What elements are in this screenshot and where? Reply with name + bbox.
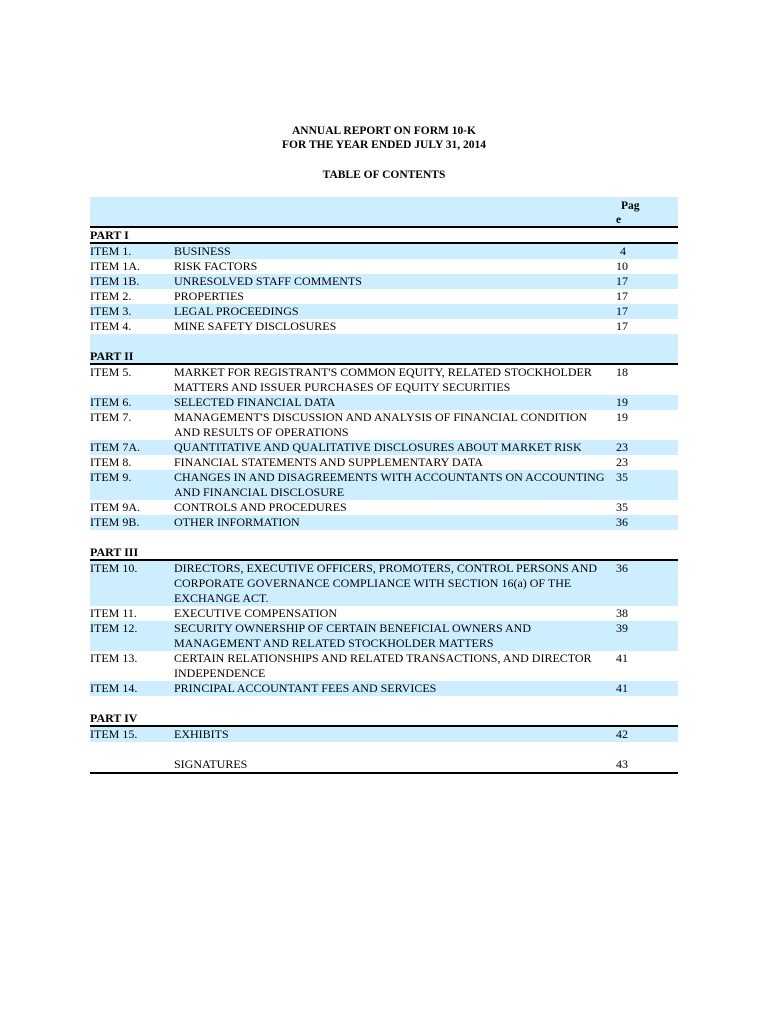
item-title: EXHIBITS <box>174 727 229 741</box>
item-title: QUANTITATIVE AND QUALITATIVE DISCLOSURES ABOUT MARKET RISK <box>174 440 582 454</box>
item-title: MARKET FOR REGISTRANT'S COMMON EQUITY, RELATED STOCKHOLDER MATTERS AND ISSUER PURCHASES OF EQUITY SECURITIES <box>174 365 592 394</box>
spacer-row <box>90 696 678 711</box>
page-column-header: Pag <box>621 200 640 212</box>
part-heading <box>90 349 678 365</box>
report-title: ANNUAL REPORT ON FORM 10-K <box>291 125 477 137</box>
spacer-row <box>90 742 678 757</box>
item-title: BUSINESS <box>174 244 231 258</box>
part-heading <box>90 545 678 561</box>
page-number: 17 <box>616 274 628 288</box>
page-number: 23 <box>616 455 628 469</box>
item-title: CHANGES IN AND DISAGREEMENTS WITH ACCOUNTANTS ON ACCOUNTING AND FINANCIAL DISCLOSURE <box>174 470 605 499</box>
page-number: 42 <box>616 727 628 741</box>
item-number: ITEM 14. <box>90 681 138 695</box>
page-number: 39 <box>616 621 628 635</box>
toc-entry-row <box>90 681 678 696</box>
item-number: ITEM 6. <box>90 395 132 409</box>
toc-entry-row <box>90 365 678 395</box>
toc-entry-row <box>90 410 678 440</box>
toc-entry-row <box>90 395 678 410</box>
item-title: MANAGEMENT'S DISCUSSION AND ANALYSIS OF FINANCIAL CONDITION AND RESULTS OF OPERATIONS <box>174 410 588 439</box>
part-label: PART III <box>90 545 139 559</box>
part-heading <box>90 228 678 244</box>
toc-entry-row <box>90 304 678 319</box>
toc-entry-row <box>90 244 678 259</box>
item-title: UNRESOLVED STAFF COMMENTS <box>174 274 362 288</box>
page-number: 43 <box>616 757 628 771</box>
toc-entry-row <box>90 621 678 651</box>
item-number: ITEM 7. <box>90 410 132 424</box>
toc-entry-row <box>90 440 678 455</box>
item-title: CONTROLS AND PROCEDURES <box>174 500 347 514</box>
item-number: ITEM 2. <box>90 289 132 303</box>
item-title: PRINCIPAL ACCOUNTANT FEES AND SERVICES <box>174 681 437 695</box>
item-title: MINE SAFETY DISCLOSURES <box>174 319 337 333</box>
item-title: PROPERTIES <box>174 289 244 303</box>
page-number: 18 <box>616 365 628 379</box>
item-number: ITEM 15. <box>90 727 138 741</box>
toc-header-row <box>90 197 678 228</box>
toc-entry-row <box>90 500 678 515</box>
item-number: ITEM 1B. <box>90 274 140 288</box>
page-number: 17 <box>616 289 628 303</box>
item-title: CERTAIN RELATIONSHIPS AND RELATED TRANSACTIONS, AND DIRECTOR INDEPENDENCE <box>174 651 592 680</box>
spacer-row <box>90 334 678 349</box>
page-number: 36 <box>616 561 628 575</box>
item-number: ITEM 9. <box>90 470 132 484</box>
toc-entry-row <box>90 289 678 304</box>
item-title: SIGNATURES <box>174 757 248 771</box>
part-label: PART IV <box>90 711 138 725</box>
item-number: ITEM 9B. <box>90 515 140 529</box>
item-title: RISK FACTORS <box>174 259 258 273</box>
toc-entry-row <box>90 319 678 334</box>
toc-entry-row <box>90 259 678 274</box>
page-number: 35 <box>616 470 628 484</box>
item-number: ITEM 1A. <box>90 259 140 273</box>
toc-entry-row <box>90 727 678 742</box>
toc-entry-row <box>90 515 678 530</box>
page-number: 38 <box>616 606 628 620</box>
toc-entry-row <box>90 606 678 621</box>
page-number: 41 <box>616 681 628 695</box>
item-title: DIRECTORS, EXECUTIVE OFFICERS, PROMOTERS, CONTROL PERSONS AND CORPORATE GOVERNANCE COMPLIANCE WITH SECTION 16(a) OF THE EXCHANGE ACT. <box>174 561 598 605</box>
toc-entry-row <box>90 455 678 470</box>
toc-heading: TABLE OF CONTENTS <box>322 169 446 181</box>
item-number: ITEM 3. <box>90 304 132 318</box>
page-number: 4 <box>620 244 626 258</box>
item-number: ITEM 8. <box>90 455 132 469</box>
part-label: PART I <box>90 228 129 242</box>
toc-entry-row <box>90 651 678 681</box>
part-label: PART II <box>90 349 134 363</box>
item-title: SELECTED FINANCIAL DATA <box>174 395 336 409</box>
page-number: 10 <box>616 259 628 273</box>
toc-entry-row <box>90 470 678 500</box>
report-period: FOR THE YEAR ENDED JULY 31, 2014 <box>282 139 486 151</box>
toc-entry-row <box>90 757 678 774</box>
item-title: LEGAL PROCEEDINGS <box>174 304 299 318</box>
item-number: ITEM 9A. <box>90 500 140 514</box>
item-number: ITEM 10. <box>90 561 138 575</box>
page-number: 41 <box>616 651 628 665</box>
item-title: FINANCIAL STATEMENTS AND SUPPLEMENTARY DATA <box>174 455 483 469</box>
item-title: OTHER INFORMATION <box>174 515 300 529</box>
page-number: 17 <box>616 319 628 333</box>
page-number: 36 <box>616 515 628 529</box>
item-title: EXECUTIVE COMPENSATION <box>174 606 337 620</box>
toc-entry-row <box>90 274 678 289</box>
page-number: 23 <box>616 440 628 454</box>
page-number: 19 <box>616 395 628 409</box>
page-number: 35 <box>616 500 628 514</box>
item-number: ITEM 7A. <box>90 440 140 454</box>
item-number: ITEM 5. <box>90 365 132 379</box>
spacer-row <box>90 530 678 545</box>
part-heading <box>90 711 678 727</box>
page-number: 19 <box>616 410 628 424</box>
item-number: ITEM 12. <box>90 621 138 635</box>
table-of-contents <box>90 197 678 774</box>
toc-entry-row <box>90 561 678 606</box>
item-number: ITEM 4. <box>90 319 132 333</box>
page-number: 17 <box>616 304 628 318</box>
item-title: SECURITY OWNERSHIP OF CERTAIN BENEFICIAL OWNERS AND MANAGEMENT AND RELATED STOCKHOLDER MATTERS <box>174 621 531 650</box>
page-column-header-wrap: e <box>616 214 622 226</box>
item-number: ITEM 11. <box>90 606 137 620</box>
item-number: ITEM 13. <box>90 651 138 665</box>
item-number: ITEM 1. <box>90 244 132 258</box>
